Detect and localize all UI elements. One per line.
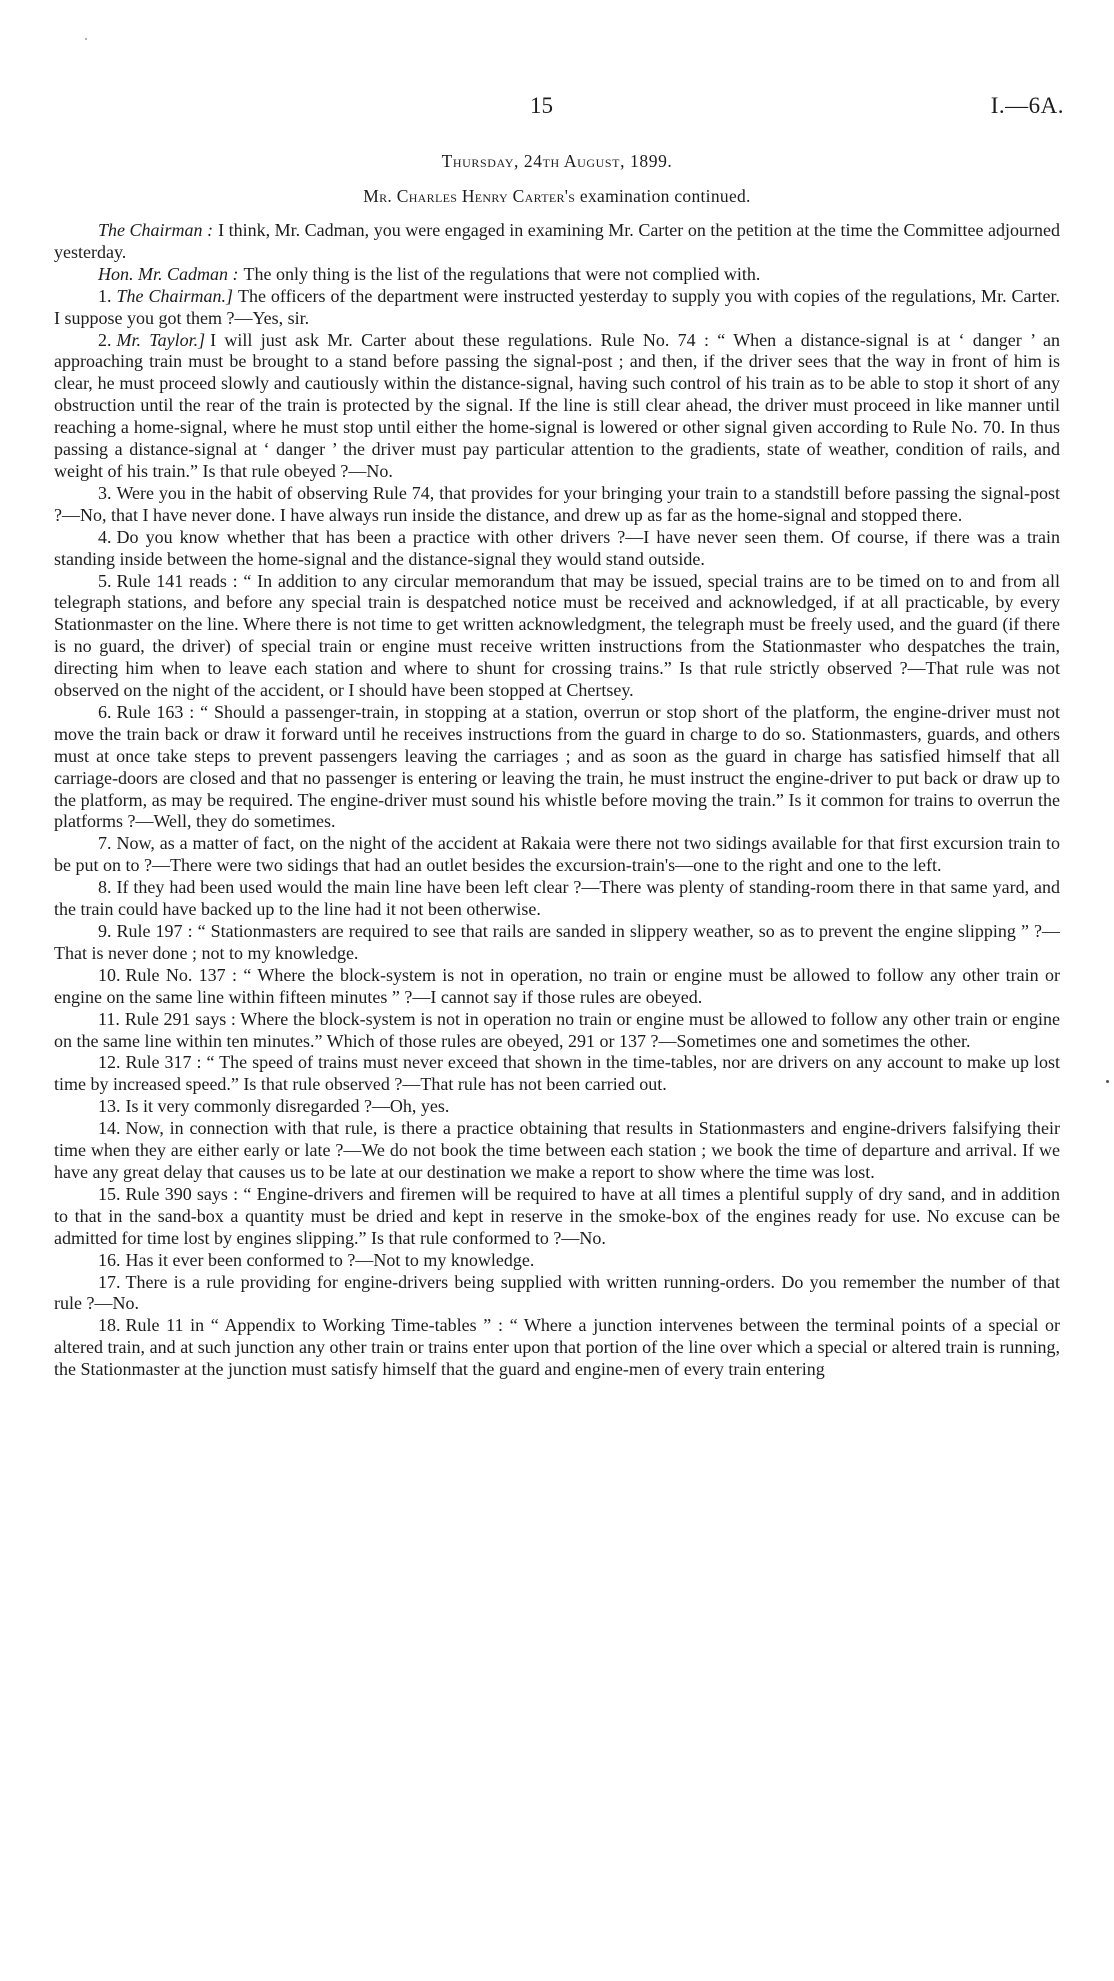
transcript-paragraph bbox=[54, 1009, 1060, 1053]
transcript-paragraph bbox=[54, 1250, 1060, 1272]
question-number: 16. bbox=[98, 1249, 121, 1270]
paragraph-text: Rule 141 reads : “ In addition to any circular memorandum that may be issued, special trains are to be timed on to and from all telegraph stations, and before any special train is despatched notice must be received and acknowledged, if at all practicable, by every Stationmaster on the line. Where there is not time to get written acknowledgment, the telegraph must be freely used, and the guard (if there is no guard, the driver) of special train or engine must receive written instructions from the Stationmaster who despatches the train, directing him when to leave each station and where to shunt for crossing trains.” Is that rule strictly observed ?—That rule was not observed on the night of the accident, or I should have been stopped at Chertsey. bbox=[54, 570, 1060, 701]
paragraph-text: The officers of the department were instructed yesterday to supply you with copies of the regulations, Mr. Carter. I suppose you got them ?—Yes, sir. bbox=[54, 285, 1060, 328]
question-number: 1. bbox=[98, 285, 112, 306]
paragraph-text: The only thing is the list of the regulations that were not complied with. bbox=[243, 263, 761, 284]
paragraph-text: I think, Mr. Cadman, you were engaged in examining Mr. Carter on the petition at the time the Committee adjourned yesterday. bbox=[54, 220, 1060, 262]
question-number: 4. bbox=[98, 526, 112, 547]
page-reference: I.—6A. bbox=[990, 93, 1064, 118]
paragraph-text: Do you know whether that has been a practice with other drivers ?—I have never seen them. Of course, if there was a train standing inside between the home-signal and the distance-signal they would stand outside. bbox=[54, 526, 1060, 569]
paragraph-text: I will just ask Mr. Carter about these regulations. Rule No. 74 : “ When a distance-signal is at ‘ danger ’ an approaching train must be brought to a stand before passing the signal-post ; and then, if the driver sees that the way in front of him is clear, he must proceed slowly and cautiously within the distance-signal, having such control of his train as to be able to stop it short of any obstruction until the rear of the train is protected by the signal. If the line is still clear ahead, the driver must proceed in like manner until reaching a home-signal, where he must stop until either the home-signal is lowered or other signal given according to Rule No. 70. In thus passing a distance-signal at ‘ danger ’ the driver must pay particular attention to the gradients, state of weather, condition of rails, and weight of his train.” Is that rule obeyed ?—No. bbox=[54, 329, 1060, 481]
paragraph-text: Is it very commonly disregarded ?—Oh, yes. bbox=[125, 1096, 450, 1117]
paragraph-text: Has it ever been conformed to ?—Not to my knowledge. bbox=[125, 1249, 535, 1270]
paragraph-text: Rule 11 in “ Appendix to Working Time-tables ” : “ Where a junction intervenes between the terminal points of a special or altered train, and at such junction any other train or trains enter upon that portion of the line over which a special or altered train is running, the Stationmaster at the junction must satisfy himself that the guard and engine-men of every train entering bbox=[54, 1315, 1060, 1380]
page-number: 15 bbox=[530, 93, 553, 118]
transcript-paragraph bbox=[54, 1315, 1060, 1381]
transcript-paragraph bbox=[54, 1184, 1060, 1250]
session-date: Thursday, 24th August, 1899. bbox=[441, 151, 673, 171]
transcript-paragraph bbox=[54, 330, 1060, 483]
paragraph-text: If they had been used would the main line have been left clear ?—There was plenty of standing-room there in that same yard, and the train could have backed up to the line had it not been otherwise. bbox=[54, 877, 1060, 920]
paragraph-text: Rule No. 137 : “ Where the block-system is not in operation, no train or engine must be allowed to follow any other train or engine on the same line within fifteen minutes ” ?—I cannot say if those rules are obeyed. bbox=[54, 964, 1060, 1007]
scan-speck bbox=[85, 38, 87, 40]
heading-rest: examination continued. bbox=[575, 186, 751, 206]
question-number: 18. bbox=[98, 1315, 121, 1336]
paragraph-text: Rule 390 says : “ Engine-drivers and firemen will be required to have at all times a plentiful supply of dry sand, and in addition to that in the sand-box a quantity must be dried and kept in reserve in the smoke-box of the engines ready for use. No excuse can be admitted for time lost by engines slipping.” Is that rule conformed to ?—No. bbox=[54, 1183, 1060, 1248]
speaker-name: Mr. Taylor.] bbox=[116, 329, 206, 350]
paragraph-text: Rule 197 : “ Stationmasters are required to see that rails are sanded in slippery weather, so as to prevent the engine slipping ” ?—That is never done ; not to my knowledge. bbox=[54, 921, 1060, 963]
paragraph-text: Rule 291 says : Where the block-system is not in operation no train or engine must be allowed to follow any other train or engine on the same line within ten minutes.” Which of those rules are obeyed, 291 or 137 ?—Sometimes one and sometimes the other. bbox=[54, 1008, 1060, 1051]
transcript-paragraph bbox=[54, 833, 1060, 877]
transcript-paragraph bbox=[54, 1118, 1060, 1184]
question-number: 13. bbox=[98, 1096, 121, 1117]
paragraph-text: Rule 163 : “ Should a passenger-train, in stopping at a station, overrun or stop short of the platform, the engine-driver must not move the train back or draw it forward until he receives instructions from the guard in charge to do so. Stationmasters, guards, and others must at once take steps to prevent passengers leaving the carriages ; and as soon as the guard in charge has satisfied himself that all carriage-doors are closed and that no passenger is entering or leaving the train, he must instruct the engine-driver to put back or draw up to the platform, as may be required. The engine-driver must sound his whistle before moving the train.” Is it common for trains to overrun the platforms ?—Well, they do sometimes. bbox=[54, 701, 1060, 832]
question-number: 17. bbox=[98, 1271, 121, 1292]
speaker-name: The Chairman : bbox=[98, 220, 214, 240]
question-number: 7. bbox=[98, 833, 112, 854]
transcript-paragraph bbox=[54, 220, 1060, 264]
question-number: 8. bbox=[98, 877, 112, 898]
transcript-paragraph bbox=[54, 1272, 1060, 1316]
question-number: 15. bbox=[98, 1183, 121, 1204]
question-number: 9. bbox=[98, 921, 112, 941]
transcript-paragraph bbox=[54, 571, 1060, 702]
speaker-name: The Chairman.] bbox=[116, 285, 233, 306]
transcript-body bbox=[54, 220, 1060, 1381]
transcript-paragraph bbox=[54, 921, 1060, 965]
page-header bbox=[0, 93, 1114, 123]
question-number: 2. bbox=[98, 329, 112, 350]
transcript-paragraph bbox=[54, 483, 1060, 527]
transcript-paragraph bbox=[54, 702, 1060, 833]
transcript-paragraph bbox=[54, 286, 1060, 330]
transcript-paragraph bbox=[54, 527, 1060, 571]
question-number: 14. bbox=[98, 1118, 121, 1139]
scan-speck bbox=[1106, 1080, 1109, 1083]
paragraph-text: Now, in connection with that rule, is there a practice obtaining that results in Stationmasters and engine-drivers falsifying their time when they are either early or late ?—We do not book the time between each station ; we book the time of departure and arrival. If we have any great delay that causes us to be late at our destination we make a report to show where the time was lost. bbox=[54, 1118, 1060, 1182]
transcript-paragraph bbox=[54, 1052, 1060, 1096]
question-number: 12. bbox=[98, 1052, 121, 1073]
speaker-name: Hon. Mr. Cadman : bbox=[98, 263, 239, 284]
transcript-paragraph bbox=[54, 264, 1060, 286]
paragraph-text: Were you in the habit of observing Rule 74, that provides for your bringing your train to a standstill before passing the signal-post ?—No, that I have never done. I have always run inside the distance, and drew up as far as the home-signal and stopped there. bbox=[54, 482, 1060, 525]
transcript-paragraph bbox=[54, 965, 1060, 1009]
transcript-paragraph bbox=[54, 877, 1060, 921]
paragraph-text: There is a rule providing for engine-drivers being supplied with written running-orders. Do you remember the number of that rule ?—No. bbox=[54, 1271, 1060, 1314]
question-number: 10. bbox=[98, 964, 121, 985]
question-number: 3. bbox=[98, 482, 112, 503]
paragraph-text: Now, as a matter of fact, on the night of the accident at Rakaia were there not two sidings available for that first excursion train to be put on to ?—There were two sidings that had an outlet besides the excursion-train's—one to the right and one to the left. bbox=[54, 833, 1060, 876]
examination-heading bbox=[0, 186, 1114, 207]
question-number: 5. bbox=[98, 570, 112, 591]
witness-name: Mr. Charles Henry Carter's bbox=[363, 186, 576, 206]
paragraph-text: Rule 317 : “ The speed of trains must never exceed that shown in the time-tables, nor are drivers on any account to make up lost time by increased speed.” Is that rule observed ?—That rule has not been carried out. bbox=[54, 1052, 1060, 1095]
question-number: 11. bbox=[98, 1008, 120, 1029]
question-number: 6. bbox=[98, 701, 112, 722]
transcript-paragraph bbox=[54, 1096, 1060, 1118]
